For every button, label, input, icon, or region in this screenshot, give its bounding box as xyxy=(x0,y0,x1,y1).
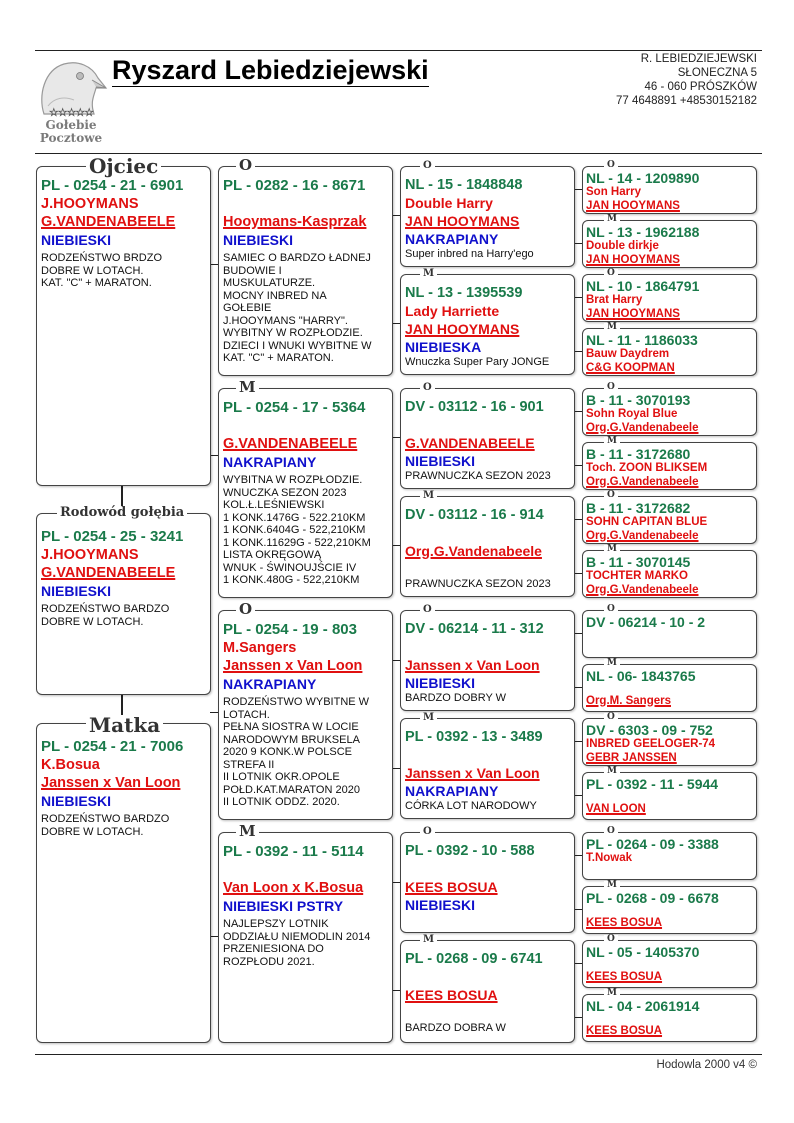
breeder-name: C&G KOOPMAN xyxy=(586,362,675,374)
page-title: Ryszard Lebiedziejewski xyxy=(112,55,429,85)
breeder-name: JAN HOOYMANS xyxy=(405,213,520,229)
connector-line xyxy=(575,573,582,574)
label-dam: M xyxy=(420,935,437,945)
logo-text-line1: Gołebie xyxy=(45,118,97,132)
label-dam: M xyxy=(420,269,437,279)
pigeon-name: TOCHTER MARKO xyxy=(586,570,689,582)
label-sire: O xyxy=(420,383,435,393)
label-dam: M xyxy=(236,824,259,839)
breeder-name: Org.G.Vandenabeele xyxy=(405,543,542,559)
connector-line xyxy=(392,215,400,216)
pedigree-card-gen4[interactable] xyxy=(582,610,757,658)
breeder-name: Org.M. Sangers xyxy=(586,695,671,707)
label-sire: O xyxy=(236,158,255,173)
ring-number: DV - 03112 - 16 - 901 xyxy=(405,399,544,415)
ring-number: DV - 06214 - 11 - 312 xyxy=(405,621,544,637)
breeder-name: G.VANDENABEELE xyxy=(41,565,176,581)
pigeon-description: Super inbred na Harry'ego xyxy=(405,248,534,260)
ring-number: NL - 14 - 1209890 xyxy=(586,170,700,186)
connector-line xyxy=(575,741,582,742)
pedigree-card-gen3[interactable] xyxy=(400,940,575,1043)
breeder-name: Janssen x Van Loon xyxy=(405,765,540,781)
breeder-name: JAN HOOYMANS xyxy=(586,254,680,266)
breeder-name: Janssen x Van Loon xyxy=(41,775,181,791)
label-sire: O xyxy=(420,161,435,171)
breeder-name: G.VANDENABEELE xyxy=(405,435,535,451)
connector-line xyxy=(210,455,218,456)
label-dam: M xyxy=(420,713,437,723)
pigeon-description: RODZEŃSTWO WYBITNE W LOTACH. PEŁNA SIOSTRA W LOCIE NARODOWYM BRUKSELA 2020 9 KONK.W POLSCE STREFA II II LOTNIK OKR.OPOLE POŁD.KAT.MARATON 2020 II LOTNIK ODDZ. 2020. xyxy=(223,696,370,808)
pigeon-name: Toch. ZOON BLIKSEM xyxy=(586,462,708,474)
breeder-name: KEES BOSUA xyxy=(405,987,498,1003)
pigeon-name: K.Bosua xyxy=(41,757,100,773)
connector-line xyxy=(392,882,400,883)
address-line: R. LEBIEDZIEJEWSKI xyxy=(640,53,757,65)
pedigree-card-gen4[interactable] xyxy=(582,166,757,214)
pedigree-card-gen3[interactable] xyxy=(400,610,575,711)
breeder-name: Org.G.Vandenabeele xyxy=(586,422,699,434)
ring-number: PL - 0392 - 10 - 588 xyxy=(405,843,535,859)
pigeon-color: NAKRAPIANY xyxy=(223,454,317,470)
label-sire: O xyxy=(604,383,618,392)
connector-line xyxy=(575,519,582,520)
ring-number: PL - 0264 - 09 - 3388 xyxy=(586,836,719,852)
pigeon-description: NAJLEPSZY LOTNIK ODDZIAŁU NIEMODLIN 2014 PRZENIESIONA DO ROZPŁODU 2021. xyxy=(223,918,371,968)
label-sire: O xyxy=(604,161,618,170)
label-sire: O xyxy=(604,605,618,614)
label-dam: M xyxy=(604,767,620,776)
pigeon-color: NIEBIESKI xyxy=(405,675,476,691)
connector-line xyxy=(392,545,400,546)
label-dam: M xyxy=(420,491,437,501)
breeder-name: Org.G.Vandenabeele xyxy=(586,476,699,488)
label-dam: M xyxy=(604,215,620,224)
address-line: 77 4648891 +48530152182 xyxy=(615,95,757,107)
ring-number: NL - 13 - 1395539 xyxy=(405,285,523,301)
breeder-name: JAN HOOYMANS xyxy=(586,200,680,212)
label-subject: Rodowód gołębia xyxy=(57,506,187,519)
ring-number: B - 11 - 3070193 xyxy=(586,392,691,408)
pigeon-name: T.Nowak xyxy=(586,852,633,864)
ring-number: PL - 0254 - 21 - 6901 xyxy=(41,177,184,194)
pedigree-card-gen4[interactable] xyxy=(582,496,757,544)
ring-number: B - 11 - 3070145 xyxy=(586,554,691,570)
ring-number: B - 11 - 3172682 xyxy=(586,500,691,516)
logo-text-line2: Pocztowe xyxy=(39,131,103,145)
pigeon-name: Bauw Daydrem xyxy=(586,348,670,360)
breeder-name: GEBR JANSSEN xyxy=(586,752,677,764)
pedigree-card-gen4[interactable] xyxy=(582,550,757,598)
ring-number: PL - 0392 - 11 - 5114 xyxy=(223,843,364,860)
breeder-name: JAN HOOYMANS xyxy=(405,321,520,337)
pedigree-card-gen3[interactable] xyxy=(400,496,575,597)
breeder-name: Org.G.Vandenabeele xyxy=(586,584,699,596)
connector-line xyxy=(575,795,582,796)
label-dam: M xyxy=(604,881,620,890)
label-sire: O xyxy=(420,827,435,837)
connector-line xyxy=(575,1017,582,1018)
address-line: 46 - 060 PRÓSZKÓW xyxy=(644,81,757,93)
pedigree-card-gen2[interactable] xyxy=(218,832,393,1043)
connector-line xyxy=(392,660,400,661)
connector-line xyxy=(575,687,582,688)
connector-line xyxy=(210,712,218,713)
pedigree-card-gen4[interactable] xyxy=(582,220,757,268)
connector-line xyxy=(575,351,582,352)
ring-number: NL - 10 - 1864791 xyxy=(586,278,700,294)
footer-credit: Hodowla 2000 v4 © xyxy=(656,1059,757,1071)
breeder-name: Hooymans-Kasprzak xyxy=(223,214,367,230)
pigeon-color: NIEBIESKI xyxy=(41,583,112,599)
ring-number: PL - 0268 - 09 - 6678 xyxy=(586,890,719,906)
ring-number: NL - 04 - 2061914 xyxy=(586,998,700,1014)
label-mother: Matka xyxy=(86,715,163,735)
label-dam: M xyxy=(604,545,620,554)
pigeon-color: NIEBIESKI xyxy=(405,897,476,913)
label-sire: O xyxy=(604,491,618,500)
pigeon-name: INBRED GEELOGER-74 xyxy=(586,738,716,750)
pigeon-description: WYBITNA W ROZPŁODZIE. WNUCZKA SEZON 2023 KOL.Ł.LEŚNIEWSKI 1 KONK.1476G - 522.210KM 1 KONK.6404G - 522,210KM 1 KONK.11629G - 522,210KM LISTA OKRĘGOWĄ WNUK - ŚWINOUJŚCIE IV 1 KONK.480G - 522,210KM xyxy=(223,474,371,586)
breeder-name: KEES BOSUA xyxy=(405,879,498,895)
pedigree-card-gen3[interactable] xyxy=(400,388,575,489)
connector-line xyxy=(575,909,582,910)
connector-line xyxy=(575,189,582,190)
ring-number: PL - 0254 - 21 - 7006 xyxy=(41,738,184,755)
breeder-name: Janssen x Van Loon xyxy=(223,658,363,674)
pigeon-color: NAKRAPIANY xyxy=(223,676,317,692)
pigeon-color: NIEBIESKA xyxy=(405,339,482,355)
pigeon-name: Sohn Royal Blue xyxy=(586,408,678,420)
pedigree-card-gen4[interactable] xyxy=(582,718,757,766)
pigeon-description: PRAWNUCZKA SEZON 2023 xyxy=(405,578,551,590)
pigeon-color: NAKRAPIANY xyxy=(405,783,499,799)
pedigree-card-gen4[interactable] xyxy=(582,274,757,322)
connector-line xyxy=(210,264,218,265)
connector-line xyxy=(575,855,582,856)
pedigree-card-gen2[interactable] xyxy=(218,388,393,598)
ring-number: PL - 0254 - 25 - 3241 xyxy=(41,528,184,545)
pedigree-card-gen3[interactable] xyxy=(400,274,575,375)
ring-number: PL - 0392 - 11 - 5944 xyxy=(586,776,719,792)
pigeon-color: NIEBIESKI PSTRY xyxy=(223,898,344,914)
pigeon-description: CÓRKA LOT NARODOWY xyxy=(405,800,537,812)
ring-number: NL - 11 - 1186033 xyxy=(586,332,698,348)
pigeon-name: Son Harry xyxy=(586,186,641,198)
ring-number: NL - 13 - 1962188 xyxy=(586,224,700,240)
connector-line xyxy=(392,768,400,769)
breeder-name: KEES BOSUA xyxy=(586,971,663,983)
pedigree-card-gen4[interactable] xyxy=(582,772,757,820)
ring-number: PL - 0282 - 16 - 8671 xyxy=(223,177,366,194)
breeder-name: Janssen x Van Loon xyxy=(405,657,540,673)
address-line: SŁONECZNA 5 xyxy=(677,67,757,79)
label-sire: O xyxy=(604,935,618,944)
pedigree-card-gen4[interactable] xyxy=(582,328,757,376)
pigeon-description: SAMIEC O BARDZO ŁADNEJ BUDOWIE I MUSKULATURZE. MOCNY INBRED NA GOŁEBIE J.HOOYMANS "HARRY". WYBITNY W ROZPŁODZIE. DZIECI I WNUKI WYBITNE W KAT. "C" + MARATON. xyxy=(223,252,372,364)
ring-number: DV - 6303 - 09 - 752 xyxy=(586,722,713,738)
breeder-name: Van Loon x K.Bosua xyxy=(223,880,364,896)
ring-number: PL - 0254 - 19 - 803 xyxy=(223,621,357,638)
pigeon-name: Brat Harry xyxy=(586,294,643,306)
pigeon-description: Wnuczka Super Pary JONGE xyxy=(405,356,550,368)
label-sire: O xyxy=(604,269,618,278)
connector-line xyxy=(575,411,582,412)
label-dam: M xyxy=(604,323,620,332)
connector-line xyxy=(575,963,582,964)
pigeon-color: NAKRAPIANY xyxy=(405,231,499,247)
label-dam: M xyxy=(236,380,259,395)
ring-number: NL - 06- 1843765 xyxy=(586,668,696,684)
pigeon-name: Double Harry xyxy=(405,195,493,211)
pedigree-card-father[interactable] xyxy=(36,166,211,486)
ring-number: PL - 0268 - 09 - 6741 xyxy=(405,951,543,967)
pedigree-card-mother[interactable] xyxy=(36,723,211,1043)
pigeon-description: RODZEŃSTWO BRDZO DOBRE W LOTACH. KAT. "C" + MARATON. xyxy=(41,252,162,289)
breeder-name: G.VANDENABEELE xyxy=(223,436,358,452)
pigeon-description: BARDZO DOBRY W xyxy=(405,692,507,704)
label-sire: O xyxy=(420,605,435,615)
breeder-name: G.VANDENABEELE xyxy=(41,214,176,230)
breeder-name: VAN LOON xyxy=(586,803,646,815)
pedigree-card-gen4[interactable] xyxy=(582,886,757,934)
pigeon-name: Double dirkje xyxy=(586,240,659,252)
label-sire: O xyxy=(604,827,618,836)
pigeon-description: RODZEŃSTWO BARDZO DOBRE W LOTACH. xyxy=(41,603,170,628)
breeder-name: JAN HOOYMANS xyxy=(586,308,680,320)
label-sire: O xyxy=(604,713,618,722)
ring-number: PL - 0254 - 17 - 5364 xyxy=(223,399,366,416)
connector-line xyxy=(392,437,400,438)
pedigree-card-gen4[interactable] xyxy=(582,388,757,436)
pedigree-card-gen3[interactable] xyxy=(400,718,575,819)
pedigree-card-gen2[interactable] xyxy=(218,166,393,376)
pedigree-card-gen4[interactable] xyxy=(582,442,757,490)
owner-address xyxy=(616,52,757,108)
pedigree-card-gen4[interactable] xyxy=(582,994,757,1042)
connector-line xyxy=(575,243,582,244)
connector-line xyxy=(575,465,582,466)
ring-number: NL - 05 - 1405370 xyxy=(586,944,700,960)
pigeon-name: SOHN CAPITAN BLUE xyxy=(586,516,708,528)
pedigree-card-gen4[interactable] xyxy=(582,832,757,880)
pigeon-name: J.HOOYMANS xyxy=(41,196,139,212)
pigeon-name: M.Sangers xyxy=(223,640,297,656)
pedigree-card-gen3[interactable] xyxy=(400,832,575,933)
pigeon-name: Lady Harriette xyxy=(405,303,500,319)
ring-number: PL - 0392 - 13 - 3489 xyxy=(405,729,543,745)
label-sire: O xyxy=(236,602,255,617)
breeder-name: Org.G.Vandenabeele xyxy=(586,530,699,542)
pigeon-color: NIEBIESKI xyxy=(41,232,112,248)
pigeon-color: NIEBIESKI xyxy=(405,453,476,469)
connector-line xyxy=(210,936,218,937)
breeder-name: KEES BOSUA xyxy=(586,1025,663,1037)
pedigree-card-gen2[interactable] xyxy=(218,610,393,820)
header-top-rule xyxy=(35,50,762,51)
logo-stars: ☆☆☆☆☆ xyxy=(48,106,94,119)
ring-number: B - 11 - 3172680 xyxy=(586,446,691,462)
pedigree-card-gen4[interactable] xyxy=(582,664,757,712)
label-dam: M xyxy=(604,659,620,668)
pigeon-color: NIEBIESKI xyxy=(41,793,112,809)
pigeon-description: RODZEŃSTWO BARDZO DOBRE W LOTACH. xyxy=(41,813,170,838)
connector-line xyxy=(392,323,400,324)
label-dam: M xyxy=(604,437,620,446)
pedigree-card-subject[interactable] xyxy=(36,513,211,695)
ring-number: NL - 15 - 1848848 xyxy=(405,177,523,193)
ring-number: DV - 06214 - 10 - 2 xyxy=(586,614,706,630)
connector-line xyxy=(575,633,582,634)
pigeon-description: PRAWNUCZKA SEZON 2023 xyxy=(405,470,551,482)
connector-line xyxy=(575,297,582,298)
pigeon-color: NIEBIESKI xyxy=(223,232,294,248)
connector-line xyxy=(392,990,400,991)
footer-rule xyxy=(35,1054,762,1055)
pedigree-card-gen3[interactable] xyxy=(400,166,575,267)
pigeon-description: BARDZO DOBRA W xyxy=(405,1022,506,1034)
breeder-name: KEES BOSUA xyxy=(586,917,663,929)
pedigree-card-gen4[interactable] xyxy=(582,940,757,988)
ring-number: DV - 03112 - 16 - 914 xyxy=(405,507,544,523)
label-father: Ojciec xyxy=(86,156,161,176)
label-dam: M xyxy=(604,989,620,998)
pigeon-name: J.HOOYMANS xyxy=(41,547,139,563)
